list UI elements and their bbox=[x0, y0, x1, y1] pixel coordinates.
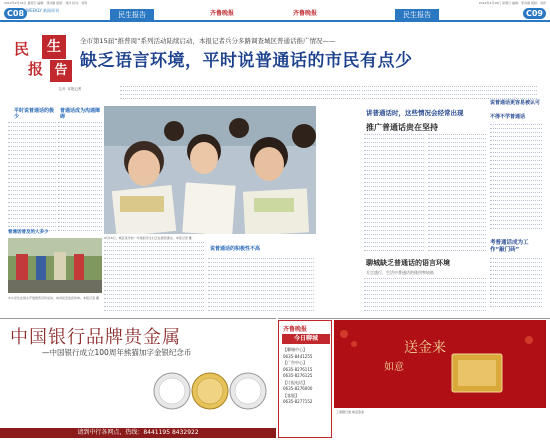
bank-of-china-ad[interactable] bbox=[0, 318, 276, 440]
main-photo-classroom bbox=[104, 106, 316, 234]
contact-list bbox=[283, 347, 331, 406]
contact-item: 【订报电话】 bbox=[283, 379, 307, 385]
left-subhead-4: 普通话普及的人多少 bbox=[8, 230, 49, 235]
today-liaocheng-label: 今日聊城 bbox=[282, 334, 330, 344]
main-headline: 缺乏语言环境，平时说普通话的市民有点少 bbox=[80, 51, 413, 71]
middle-column-text-2 bbox=[208, 258, 314, 314]
contact-item: 0635-8276115 bbox=[283, 366, 313, 372]
contact-item: 【聊城中心】 bbox=[283, 347, 307, 352]
middle-subhead-3: 说普通话的积极性不高 bbox=[210, 246, 261, 252]
main-photo-caption: 9月15日，城区某学校一年级的学生们正在朗读课文。本报记者 摄 bbox=[104, 236, 192, 240]
contact-item: 0635-8441255 bbox=[283, 353, 313, 359]
sidebar-head-1: 说普通话更容易被认可 bbox=[490, 100, 541, 106]
left-subhead-1: 平时说普通话的极少 bbox=[14, 108, 55, 120]
gold-ad-caption: 工商银行送 如意金条 bbox=[336, 410, 364, 414]
badge-char-bao: 报 bbox=[28, 60, 44, 78]
ad-text-block-1 bbox=[10, 359, 86, 439]
contact-sidebar bbox=[278, 320, 332, 438]
badge-char-min: 民 bbox=[14, 40, 30, 58]
small-photo-caption: 中小学生在街头开展推普宣传活动，向市民发放宣传单。本报记者 摄 bbox=[8, 296, 99, 300]
sidebar-head-2: 不得不学普通话 bbox=[490, 114, 526, 120]
badge-char-gao: 告 bbox=[50, 60, 72, 82]
contact-item: 【广告中心】 bbox=[283, 360, 307, 365]
left-column-text-2 bbox=[58, 122, 102, 234]
ad-subtitle: —中国银行成立100周年熊猫加字金银纪念币 bbox=[42, 348, 192, 357]
sidebar-head-3: 考普通话成为工作“敲门砖” bbox=[490, 240, 529, 253]
ad-text-block-2 bbox=[90, 359, 150, 439]
contact-item: 0635-8276125 bbox=[283, 373, 313, 378]
section-label-right: 民生报告 bbox=[395, 9, 439, 21]
intro-paragraph bbox=[120, 86, 360, 104]
newspaper-name-right: 齐鲁晚报 bbox=[293, 10, 318, 17]
date-line-right: 2012年9月16日 星期日 编辑：邹诗刚 组版：刘洋 bbox=[478, 1, 546, 5]
headline-kicker: 全市第15届“推普周”系列活动陆续启动，本报记者兵分多路调查城区普通话推广情况—— bbox=[80, 37, 336, 45]
page-header bbox=[0, 0, 550, 22]
contact-item: 【客服】 bbox=[283, 392, 299, 398]
right-subhead-small: 讲普通话时，这些情况会经常出现 bbox=[366, 109, 464, 117]
right-column-text-3 bbox=[364, 278, 486, 314]
sidebar-text-1 bbox=[490, 124, 542, 234]
right-column-text-1 bbox=[364, 134, 424, 254]
section-label-left: 民生报告 bbox=[110, 9, 154, 21]
right-column-text-2 bbox=[428, 134, 486, 254]
column-badge bbox=[12, 32, 68, 84]
left-column-text-1 bbox=[8, 122, 56, 234]
page-number-left: C08 bbox=[4, 8, 27, 19]
newspaper-name-left: 齐鲁晚报 bbox=[210, 10, 235, 17]
small-photo-street bbox=[8, 238, 102, 293]
weekly-label: WEEKLY 新闻周刊 bbox=[26, 8, 60, 13]
right-subhead-bottom: 聊城缺乏普通话的语言环境 bbox=[366, 259, 450, 267]
ad-hotline-bar[interactable]: 请到中行各网点，热线：8441195 8432922 bbox=[0, 428, 276, 438]
page-number-right: C09 bbox=[523, 8, 546, 19]
byline: 文/片 本报记者 bbox=[58, 87, 82, 91]
newspaper-logo: 齐鲁晚报 bbox=[283, 326, 308, 333]
gold-bar-graphic bbox=[334, 320, 546, 408]
ad-slogan-song-jin: 送金来 bbox=[404, 340, 446, 356]
ad-slogan-ruyi: 如意 bbox=[384, 362, 404, 373]
contact-item: 0635-8276000 bbox=[283, 386, 313, 391]
contact-item: 0635-8277152 bbox=[283, 399, 313, 404]
middle-column-text-1 bbox=[104, 242, 204, 314]
gold-bar-ad-banner[interactable] bbox=[334, 320, 546, 408]
street-photo-graphic bbox=[8, 238, 102, 293]
right-subhead-bottom-deck: 方言盛行，生活中普通话的使用率较低 bbox=[366, 270, 434, 275]
sidebar-text-2 bbox=[490, 258, 542, 310]
coin-group-graphic bbox=[150, 361, 270, 425]
ad-title: 中国银行品牌贵金属 bbox=[10, 327, 181, 348]
date-line-left: 2012年9月16日 星期日 编辑：邹诗刚 组版：刘洋 校对：刘利 bbox=[4, 1, 88, 5]
right-subhead-main: 推广普通话贵在坚持 bbox=[366, 123, 438, 132]
right-sidebar bbox=[490, 100, 542, 310]
left-subhead-2: 普通话成为沟通障碍 bbox=[60, 108, 101, 120]
classroom-photo-graphic bbox=[104, 106, 316, 234]
badge-char-sheng: 生 bbox=[42, 35, 66, 59]
